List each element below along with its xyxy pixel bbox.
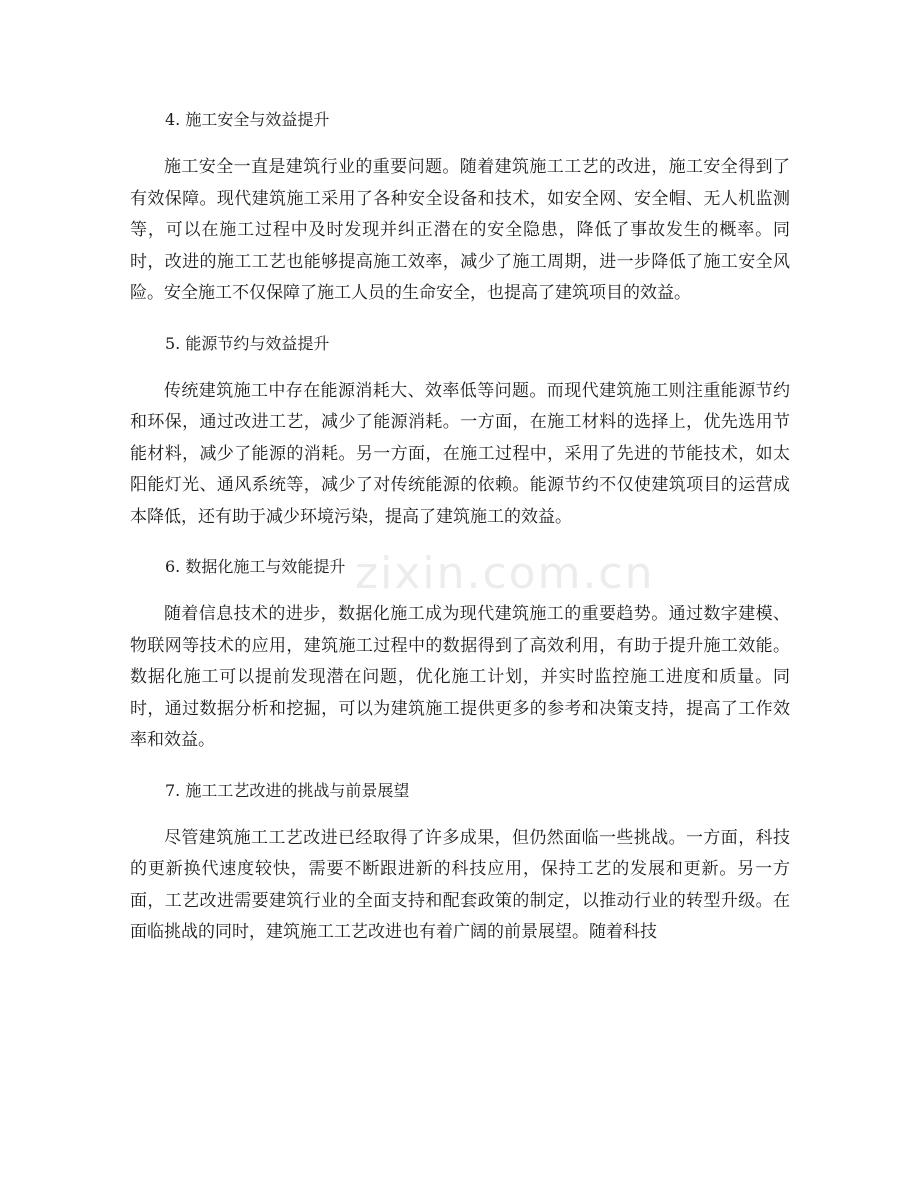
watermark: zixin.com.cn [355, 548, 655, 599]
section-heading-6: 6. 数据化施工与效能提升 [165, 557, 346, 576]
section-paragraph-4: 施工安全一直是建筑行业的重要问题。随着建筑施工工艺的改进，施工安全得到了有效保障。现代建筑施工采用了各种安全设备和技术，如安全网、安全帽、无人机监测等，可以在施工过程中及时发现并纠正潜在的安全隐患，降低了事故发生的概率。同时，改进的施工工艺也能够提高施工效率，减少了施工周期，进一步降低了施工安全风险。安全施工不仅保障了施工人员的生命安全，也提高了建筑项目的效益。 [130, 157, 790, 303]
section-heading-7: 7. 施工工艺改进的挑战与前景展望 [165, 780, 410, 800]
document-content [130, 100, 790, 963]
section-heading-4: 4. 施工安全与效益提升 [165, 110, 330, 129]
section-paragraph-6: 随着信息技术的进步，数据化施工成为现代建筑施工的重要趋势。通过数字建模、物联网等技术的应用，建筑施工过程中的数据得到了高效利用，有助于提升施工效能。数据化施工可以提前发现潜在问题，优化施工计划，并实时监控施工进度和质量。同时，通过数据分析和挖掘，可以为建筑施工提供更多的参考和决策支持，提高了工作效率和效益。 [130, 604, 790, 750]
section-heading-5: 5. 能源节约与效益提升 [165, 333, 330, 353]
section-paragraph-5: 传统建筑施工中存在能源消耗大、效率低等问题。而现代建筑施工则注重能源节约和环保，通过改进工艺，减少了能源消耗。一方面，在施工材料的选择上，优先选用节能材料，减少了能源的消耗。另一方面，在施工过程中，采用了先进的节能技术，如太阳能灯光、通风系统等，减少了对传统能源的依赖。能源节约不仅使建筑项目的运营成本降低，还有助于减少环境污染，提高了建筑施工的效益。 [130, 380, 790, 527]
section-paragraph-7: 尽管建筑施工工艺改进已经取得了许多成果，但仍然面临一些挑战。一方面，科技的更新换代速度较快，需要不断跟进新的科技应用，保持工艺的发展和更新。另一方面，工艺改进需要建筑行业的全面支持和配套政策的制定，以推动行业的转型升级。在面临挑战的同时，建筑施工工艺改进也有着广阔的前景展望。随着科技 [130, 827, 790, 942]
